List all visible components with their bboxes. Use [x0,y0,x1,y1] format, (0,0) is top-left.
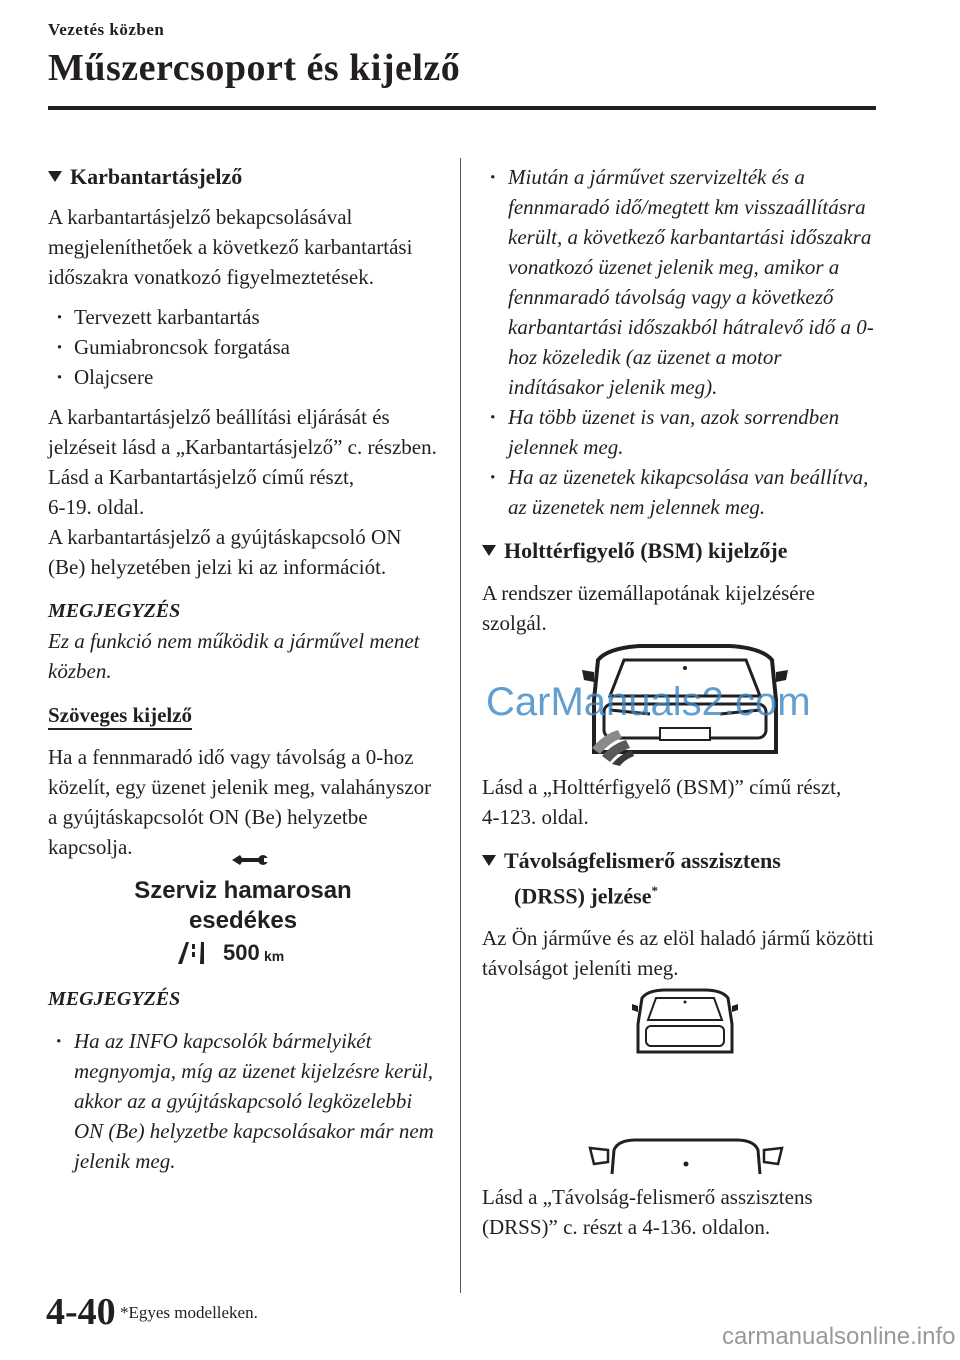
note-list-item: · Ha az INFO kapcsolók bármelyikét megnyomja, míg az üzenet kijelzésre kerül, akkor az a gyújtáskapcsoló legközelebbi ON (Be) helyzetbe kapcsolásakor már nem jelenik meg. [48,1026,438,1176]
drss-heading-text: Távolságfelismerő asszisztens [504,848,781,873]
right-column [482,162,882,638]
page-reference: Lásd a Karbantartásjelző című részt, [48,465,355,489]
drss-heading-line2 [482,876,882,911]
drss-heading [482,846,882,876]
site-watermark: carmanualsonline.info [722,1323,956,1350]
left-column-note [48,984,438,1176]
display-message-line2: esedékes [188,907,298,934]
service-display-illustration [48,852,438,974]
left-column [48,162,438,862]
maintenance-heading-text: Karbantartásjelző [70,164,243,189]
drss-heading-text2: (DRSS) jelzése [514,883,652,909]
triangle-icon [482,855,496,866]
note-text: Ez a funkció nem működik a járművel menet közben. [48,629,420,683]
note-title: MEGJEGYZÉS [48,600,181,622]
display-distance-value: 500 [223,940,260,965]
header-rule [48,106,876,110]
drss-page-reference-page: (DRSS)” c. részt a 4-136. oldalon. [482,1215,771,1239]
drss-lead-car-icon [630,986,740,1058]
list-item: · Tervezett karbantartás [48,302,438,332]
drss-reference-block [482,1182,882,1242]
display-message-line1: Szerviz hamarosan [134,877,352,904]
triangle-icon [482,545,496,556]
bsm-paragraph: A rendszer üzemállapotának kijelzésére szolgál. [482,581,815,635]
bsm-indicator-icon [588,724,636,766]
note-title: MEGJEGYZÉS [48,988,181,1010]
chapter-title: Műszercsoport és kijelző [48,47,461,89]
note-list-item: · Ha az üzenetek kikapcsolása van beállítva, az üzenetek nem jelennek meg. [482,462,882,522]
list-item: · Olajcsere [48,362,438,392]
bsm-heading-text: Holttérfigyelő (BSM) kijelzője [504,538,788,563]
note-list-item: · Ha több üzenet is van, azok sorrendben jelennek meg. [482,402,882,462]
maintenance-heading [48,162,438,192]
road-icon [176,940,206,966]
drss-page-reference: Lásd a „Távolság-felismerő asszisztens [482,1185,813,1209]
bsm-page-reference: Lásd a „Holttérfigyelő (BSM)” című részt, [482,775,842,799]
note-list-item: · Miután a járművet szervizelték és a fennmaradó idő/megtett km visszaállításra került, a következő karbantartási időszakra vonatkozó üzenet jelenik meg, amikor a fennmaradó távolság vagy a következő karbantartási időszakból hátralevő idő a 0-hoz közeledik (az üzenet a motor indításakor jelenik meg). [482,162,882,402]
section-title: Vezetés közben [48,20,165,39]
display-distance-unit: km [264,948,285,964]
text-display-paragraph: Ha a fennmaradó idő vagy távolság a 0-hoz közelít, egy üzenet jelenik meg, valahányszor a gyújtáskapcsolót ON (Be) helyzetbe kapcsolja. [48,745,432,859]
drss-paragraph: Az Ön járműve és az elöl haladó jármű közötti távolságot jeleníti meg. [482,926,874,981]
ignition-paragraph: A karbantartásjelző a gyújtáskapcsoló ON (Be) helyzetében jelzi ki az információt. [48,525,402,579]
bsm-page-reference-page: 4-123. oldal. [482,805,589,829]
maintenance-intro: A karbantartásjelző bekapcsolásával megjeleníthetőek a következő karbantartási időszakra vonatkozó figyelmeztetések. [48,205,413,289]
bsm-heading [482,536,882,566]
page-number: 4-40 [46,1291,116,1333]
maintenance-list [48,302,438,392]
column-divider [460,158,461,1293]
wrench-icon [230,852,270,868]
footnote-marker: * [651,883,658,898]
right-column-lower [482,772,882,983]
text-display-subheading: Szöveges kijelző [48,703,193,727]
setup-paragraph: A karbantartásjelző beállítási eljárását és jelzéseit lásd a „Karbantartásjelző” c. részben. [48,405,437,459]
page-reference-page: 6-19. oldal. [48,495,145,519]
triangle-icon [48,171,62,182]
watermark: CarManuals2.com [486,680,811,724]
drss-own-car-icon [586,1136,786,1176]
footnote: *Egyes modelleken. [120,1303,258,1322]
list-item: · Gumiabroncsok forgatása [48,332,438,362]
